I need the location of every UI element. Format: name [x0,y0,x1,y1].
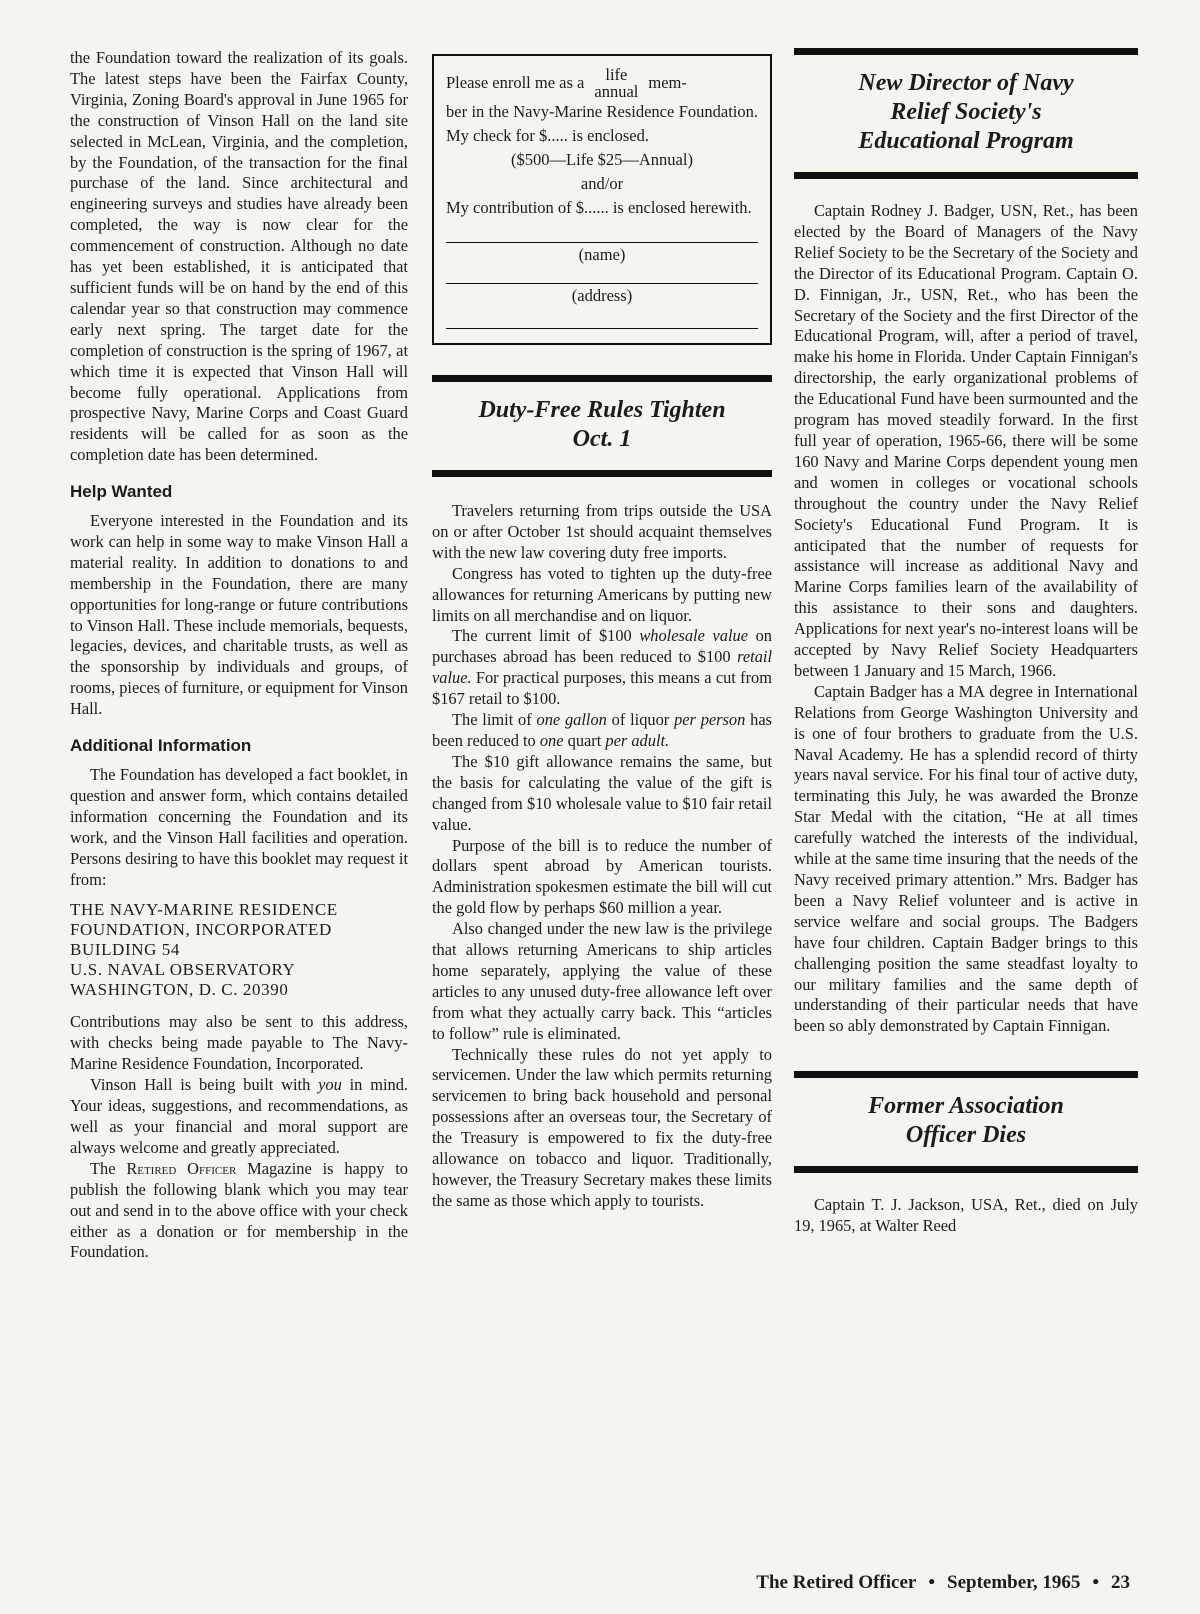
enrollment-form: Please enroll me as a life annual mem- ber in the Navy-Marine Residence Foundation. My check for $..... is enclosed. ($500—Life $25—Annual) and/or My contribution of $...... is enclosed herewith. (name) (address) [432,54,772,345]
rule-top-former-officer [794,1071,1138,1078]
mailing-address [70,900,408,1000]
paragraph-duty-8: Technically these rules do not yet apply to servicemen. Under the law which permits returning servicemen to bring back household and personal possessions after an overseas tour, the Secretary of the Treasury is empowered to fix the duty-free allowance on tobacco and liquor. Traditionally, however, the Treasury Secretary makes these limits the same as those which apply to tourists. [432,1044,772,1210]
membership-type-options[interactable] [594,66,638,100]
paragraph-additional-information: The Foundation has developed a fact booklet, in question and answer form, which contains detailed information concerning the Foundation and its work, and the Vinson Hall facilities and operation. Persons desiring to have this booklet may request it from: [70,765,408,889]
address-line: THE NAVY-MARINE RESIDENCE [70,900,338,920]
footer-separator: • [928,1572,935,1593]
form-check-text: ber in the Navy-Marine Residence Foundation. My check for $..... is enclosed. [446,102,758,145]
form-and-or: and/or [580,174,624,193]
headline-former-officer: Former Association Officer Dies [868,1093,1064,1149]
address-line: BUILDING 54 [70,940,181,960]
option-annual[interactable]: annual [594,82,639,101]
paragraph-foundation-progress: the Foundation toward the realization of its goals. The latest steps have been the Fairfax County, Virginia, Zoning Board's approval in June 1965 for the construction of Vinson Hall on the land site selected in McLean, Virginia, and the completion, by the Foundation, of the transaction for the final purchase of the land. Since architectural and engineering surveys and studies have already been completed, the way is now clear for the commencement of construction. Although no date has yet been established, it is anticipated that sufficient funds will be on hand by the end of this calendar year so that construction may commence early next spring. The target date for the completion of construction is the spring of 1967, at which time it is expected that Vinson Hall will become fully operational. Applications from prospective Navy, Marine Corps and Coast Guard residents will be called for as soon as the completion date has been determined. [70,48,408,465]
paragraph-vinson-hall: Vinson Hall is being built with you in mind. Your ideas, suggestions, and recommendations, as well as your financial and moral support are always welcome and greatly appreciated. [70,1075,408,1157]
subheading-additional-information: Additional Information [70,736,252,756]
headline-navy-relief: New Director of Navy Relief Society's Educational Program [858,70,1074,154]
name-field[interactable] [446,220,758,243]
footer-magazine-title: The Retired Officer [756,1572,917,1593]
paragraph-duty-7: Also changed under the new law is the privilege that allows returning Americans to ship articles home separately, applying the value of these articles to any unused duty-free allowance left over from what they actually carry back. This “articles to follow” rule is eliminated. [432,919,772,1043]
paragraph-contributions: Contributions may also be sent to this address, with checks being made payable to The Navy-Marine Residence Foundation, Incorporated. [70,1012,408,1074]
paragraph-duty-1: Travelers returning from trips outside the USA on or after October 1st should acquaint themselves with the new law covering duty free imports. [432,501,772,562]
paragraph-magazine-blank: The Retired Officer Magazine is happy to publish the following blank which you may tear out and send in to the above office with your check either as a donation or for membership in the Foundation. [70,1158,408,1262]
footer-separator: • [1092,1572,1099,1593]
address-label: (address) [571,286,633,305]
headline-duty-free: Duty-Free Rules Tighten Oct. 1 [478,397,726,452]
address-line: FOUNDATION, INCORPORATED [70,920,332,940]
form-enroll-text: Please enroll me as a [446,73,585,92]
column-right [794,48,1138,1237]
paragraph-duty-5: The $10 gift allowance remains the same, but the basis for calculating the value of the gift is changed from $10 wholesale value to $10 fair retail value. [432,751,772,834]
rule-bottom-duty-free [432,470,772,477]
paragraph-duty-4: The limit of one gallon of liquor per person has been reduced to one quart per adult. [432,710,772,750]
paragraph-duty-3: The current limit of $100 wholesale value on purchases abroad has been reduced to $100 retail value. For practical purposes, this means a cut from $167 retail to $100. [432,626,772,709]
address-field-line-2[interactable] [446,306,758,329]
paragraph-duty-2: Congress has voted to tighten up the duty-free allowances for returning Americans by putting new limits on all merchandise and on liquor. [432,563,772,625]
subheading-help-wanted: Help Wanted [70,482,173,502]
page-number: 23 [1111,1572,1130,1593]
rule-bottom-former-officer [794,1166,1138,1173]
rule-top-duty-free [432,375,772,382]
paragraph-duty-6: Purpose of the bill is to reduce the number of dollars spent abroad by American tourists. Administration spokesmen estimate the bill will cut the gold flow by perhaps $60 million a year. [432,835,772,918]
paragraph-navy-2: Captain Badger has a MA degree in International Relations from George Washington University and is one of four brothers to graduate from the U.S. Naval Academy. He has a splendid record of thirty years naval service. For his final tour of active duty, terminating this July, he was awarded the Bronze Star Medal with the citation, “He at all times carefully watched the interests of the individual, while at the same time insuring that the needs of the Navy received primary attention.” Mrs. Badger has been a Navy Relief volunteer and is active in service welfare and social groups. The Badgers have four children. Captain Badger brings to this challenging position the same steadfast loyalty to our military families and the same depth of understanding of their particular needs that have been so ably demonstrated by Captain Finnigan. [794,681,1138,1036]
page-footer [756,1572,1130,1594]
column-left [70,48,408,1263]
rule-bottom-navy-relief [794,172,1138,179]
address-line: U.S. NAVAL OBSERVATORY [70,960,296,980]
paragraph-help-wanted: Everyone interested in the Foundation and its work can help in some way to make Vinson Hall a material reality. In addition to donations to and membership in the Foundation, there are many opportunities for long-range or future contributions to Vinson Hall. These include memorials, bequests, legacies, devices, and charitable trusts, as well as the sponsorship by individuals and groups, of rooms, pieces of furniture, or equipment for Vinson Hall. [70,511,408,719]
form-prices: ($500—Life $25—Annual) [511,150,693,169]
paragraph-navy-1: Captain Rodney J. Badger, USN, Ret., has been elected by the Board of Managers of the Navy Relief Society to be the Secretary of the Society and the Director of its Educational Program. Captain O. D. Finnigan, Jr., USN, Ret., who has been the Secretary of the Society and the first Director of the Educational Program, will, after a period of travel, make his home in Florida. Under Captain Finnigan's directorship, the early organizational problems of the Educational Fund have been surmounted and the program has moved steadily forward. In the first full year of operation, 1965-66, there will be some 160 Navy and Marine Corps dependent young men and women in colleges or vocational schools throughout the country under the Navy Relief Society's Educational Fund Program. It is anticipated that the number of requests for assistance will increase as additional Navy and Marine Corps families learn of the availability of this assistance to their sons and daughters. Applications for next year's no-interest loans will be accepted by Navy Relief Society Headquarters between 1 January and 15 March, 1966. [794,201,1138,680]
paragraph-former-officer: Captain T. J. Jackson, USA, Ret., died on July 19, 1965, at Walter Reed [794,1195,1138,1236]
column-middle [432,54,772,1212]
form-contribution-text: My contribution of $...... is enclosed herewith. [446,198,752,217]
name-label: (name) [578,245,626,264]
footer-issue-date: September, 1965 [947,1572,1081,1593]
option-life[interactable]: life [605,65,628,84]
address-line: WASHINGTON, D. C. 20390 [70,980,289,1000]
rule-top-navy-relief [794,48,1138,55]
